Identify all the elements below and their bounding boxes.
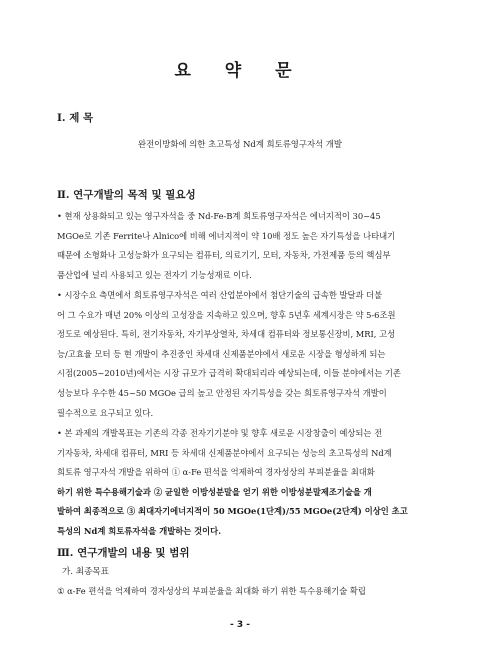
paragraph-line: 발하여 최종적으로 ③ 최대자기에너지적이 50 MGOe(1단계)/55 MGOe(2단계) 이상인 초고	[57, 506, 408, 517]
paragraph-line: • 시장수요 측면에서 희토류영구자석은 여러 산업분야에서 첨단기술의 급속한 발달과 더불	[57, 290, 383, 300]
bullet-paragraph-3	[57, 424, 427, 542]
bullet-paragraph-1	[57, 207, 427, 285]
bullet-paragraph-2	[57, 286, 427, 423]
paragraph-line: 기자동차, 차세대 컴퓨터, MRI 등 차세대 신제품분야에서 요구되는 성능의 초고특성의 Nd계	[57, 447, 392, 458]
paragraph-line: • 현재 상용화되고 있는 영구자석을 중 Nd-Fe-B계 희토류영구자석은 에너지적이 30~45	[57, 211, 381, 221]
paragraph-line: 필수적으로 요구되고 있다.	[57, 407, 154, 418]
paragraph-line: 때문에 소형화나 고성능화가 요구되는 컴퓨터, 의료기기, 모터, 자동차, 가전제품 등의 핵심부	[57, 250, 391, 261]
paragraph-line: 정도로 예상된다. 특히, 전기자동차, 자기부상열차, 차세대 컴퓨터와 정보통신장비, MRI, 고성	[57, 329, 396, 340]
paragraph-line: MGOe로 기존 Ferrite나 Alnico에 비해 에너지적이 약 10배 정도 높은 자기특성을 나타내기	[57, 230, 396, 241]
project-subject: 완전이방화에 의한 초고특성 Nd계 희토류영구자석 개발	[138, 139, 342, 149]
paragraph-line: 성능보다 우수한 45~50 MGOe 급의 높고 안정된 자기특성을 갖는 희토류영구자석 개발이	[57, 387, 387, 398]
paragraph-line: 능/고효율 모터 등 현 개발이 추진중인 차세대 신제품분야에서 새로운 시장을 형성하게 되는	[57, 348, 386, 359]
paragraph-line: 어 그 수요가 매년 20% 이상의 고성장을 지속하고 있으며, 향후 5년후 세계시장은 약 5-6조원	[57, 309, 396, 320]
section-3-heading: Ⅲ. 연구개발의 내용 및 범위	[57, 547, 190, 559]
final-goal-subheading: 가. 최종목표	[62, 567, 109, 577]
paragraph-line: • 본 과제의 개발목표는 기존의 각종 전자기기분야 및 향후 새로운 시장창출이 예상되는 전	[57, 428, 383, 438]
goal-item-1: ① α-Fe 편석을 억제하여 경자성상의 부피분율을 최대화 하기 위한 특수용해기술 확립	[57, 586, 366, 596]
paragraph-line: 하기 위한 특수용해기술과 ② 균일한 이방성분말을 얻기 위한 이방성분말제조기술을 개	[57, 486, 372, 497]
section-1-heading: Ⅰ. 제 목	[57, 112, 94, 124]
paragraph-line: 품산업에 널리 사용되고 있는 전자기 기능성재료 이다.	[57, 269, 252, 280]
paragraph-line: 희토류 영구자석 개발을 위하여 ① α-Fe 편석을 억제하여 경자성상의 부피분율을 최대화	[57, 467, 375, 478]
page-number: - 3 -	[230, 620, 250, 630]
paragraph-line: 시점(2005~2010년)에서는 시장 규모가 급격히 확대되리라 예상되는데, 이들 분야에서는 기존	[57, 368, 401, 379]
page-title: 요 약 문	[174, 61, 306, 81]
paragraph-line: 특성의 Nd계 희토류자석을 개발하는 것이다.	[57, 525, 222, 536]
section-2-heading: Ⅱ. 연구개발의 목적 및 필요성	[57, 189, 196, 201]
